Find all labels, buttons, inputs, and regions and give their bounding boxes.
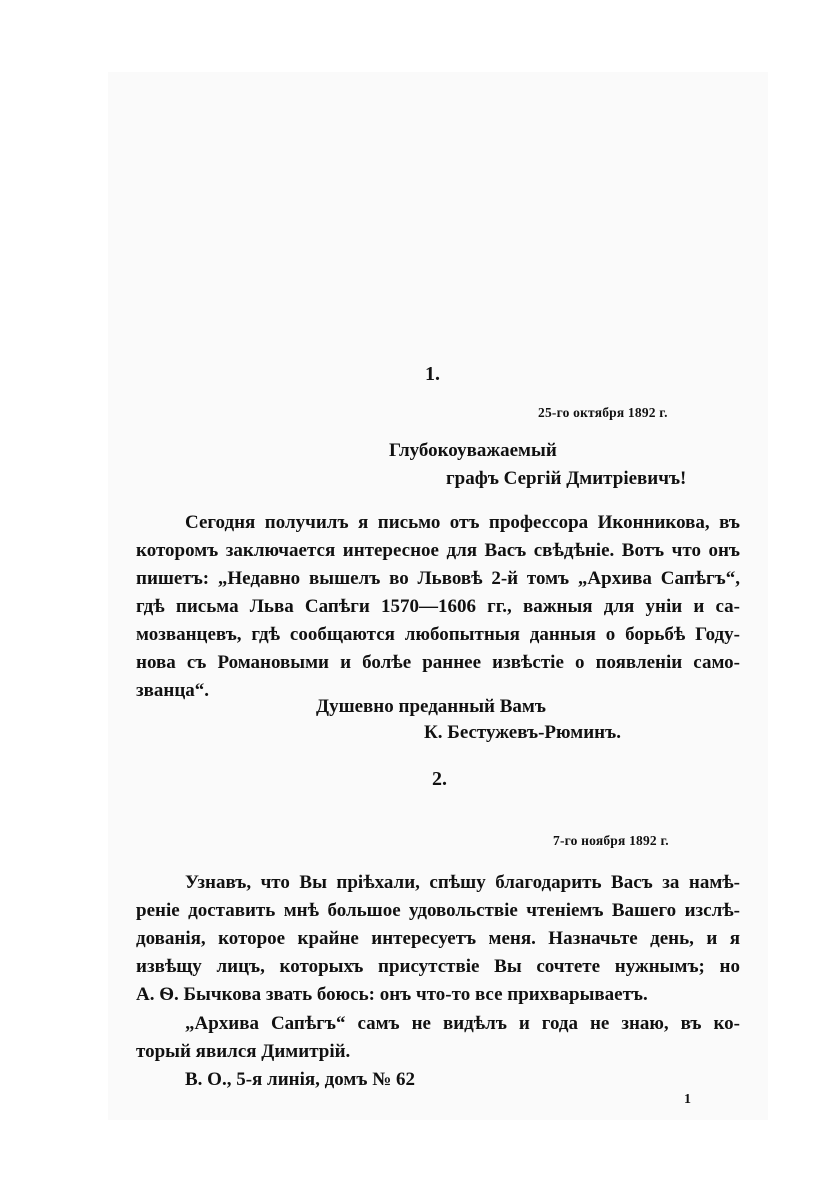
letter-1-number: 1. xyxy=(425,363,440,385)
letter-2-body-line: торый явился Димитрій. xyxy=(136,1041,351,1062)
letter-1-body-line: которомъ заключается интересное для Васъ свѣдѣніе. Вотъ что онъ xyxy=(136,540,740,561)
letter-1-salutation-line-1: Глубокоуважаемый xyxy=(389,440,557,461)
letter-2-number: 2. xyxy=(432,768,447,790)
letter-2-date: 7-го ноября 1892 г. xyxy=(553,833,669,848)
letter-1-body-line: Сегодня получилъ я письмо отъ профессора Иконникова, въ xyxy=(185,512,740,533)
page-number: 1 xyxy=(684,1092,691,1107)
letter-2-body-line: извѣщу лицъ, которыхъ присутствіе Вы сочтете нужнымъ; но xyxy=(136,956,740,977)
letter-1-signature: К. Бестужевъ-Рюминъ. xyxy=(424,722,621,743)
letter-2-body-line: дованія, которое крайне интересуетъ меня. Назначьте день, и я xyxy=(136,928,740,949)
letter-2-body-line: реніе доставить мнѣ большое удовольствіе чтеніемъ Вашего изслѣ- xyxy=(136,900,740,921)
letter-1-body-line: званца“. xyxy=(136,680,210,701)
letter-2-body-line: „Архива Сапѣгъ“ самъ не видѣлъ и года не знаю, въ ко- xyxy=(185,1013,740,1034)
letter-1-body-line: нова съ Романовыми и болѣе раннее извѣстіе о появленіи само- xyxy=(136,652,740,673)
letter-1-body-line: гдѣ письма Льва Сапѣги 1570—1606 гг., важныя для уніи и са- xyxy=(136,596,740,617)
letter-1-body-line: пишетъ: „Недавно вышелъ во Львовѣ 2-й томъ „Архива Сапѣгъ“, xyxy=(136,568,740,589)
letter-1-salutation-line-2: графъ Сергій Дмитріевичъ! xyxy=(446,468,687,489)
letter-2-body-line: А. Ѳ. Бычкова звать боюсь: онъ что-то все прихварываетъ. xyxy=(136,984,648,1005)
letter-2-body-line: Узнавъ, что Вы пріѣхали, спѣшу благодарить Васъ за намѣ- xyxy=(185,872,740,893)
letter-1-closing: Душевно преданный Вамъ xyxy=(316,696,546,717)
letter-1-body-line: мозванцевъ, гдѣ сообщаются любопытныя данныя о борьбѣ Году- xyxy=(136,624,740,645)
letter-2-address: В. О., 5-я линія, домъ № 62 xyxy=(185,1069,416,1090)
letter-1-date: 25-го октября 1892 г. xyxy=(538,405,668,420)
